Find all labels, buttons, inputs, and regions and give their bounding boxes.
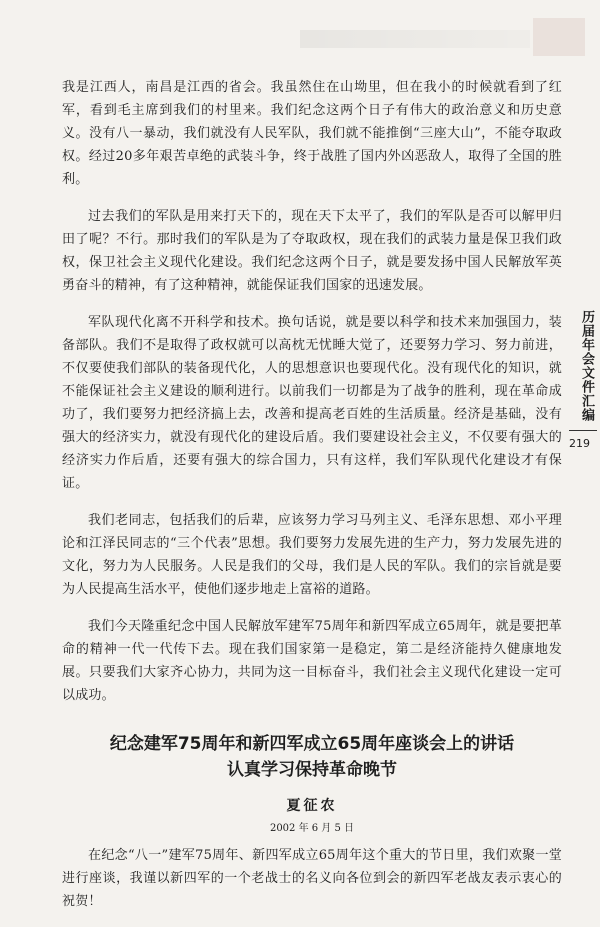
speech-title-line-2: 认真学习保持革命晚节 bbox=[227, 760, 397, 780]
header-logo-mark bbox=[533, 18, 585, 56]
speech-title bbox=[62, 731, 562, 783]
sidebar-margin bbox=[569, 310, 597, 450]
collection-title: 历届年会文件汇编 bbox=[579, 310, 594, 422]
speech-author: 夏征农 bbox=[286, 798, 338, 814]
bleed-through-shadow bbox=[300, 30, 530, 48]
body-paragraph-1: 我是江西人，南昌是江西的省会。我虽然住在山坳里，但在我小的时候就看到了红军，看到毛主席到我们的村里来。我们纪念这两个日子有伟大的政治意义和历史意义。没有八一暴动，我们就没有人民军队，我们就不能推倒“三座大山”，不能夺取政权。经过20多年艰苦卓绝的武装斗争，终于战胜了国内外凶恶敌人，取得了全国的胜利。 bbox=[62, 80, 562, 187]
body-paragraph-3: 军队现代化离不开科学和技术。换句话说，就是要以科学和技术来加强国力，装备部队。我们不是取得了政权就可以高枕无忧睡大觉了，还要努力学习、努力前进，不仅要使我们部队的装备现代化，人的思想意识也要现代化。没有现代化的知识，就不能保证社会主义建设的顺利进行。以前我们一切都是为了战争的胜利，现在革命成功了，我们要努力把经济搞上去，改善和提高老百姓的生活质量。经济是基础，没有强大的经济实力，就没有现代化的建设后盾。我们要建设社会主义，不仅要有强大的经济实力作后盾，还要有强大的综合国力，只有这样，我们军队现代化建设才有保证。 bbox=[62, 315, 562, 491]
speech-date: 2002 年 6 月 5 日 bbox=[269, 823, 355, 834]
sidebar-divider bbox=[569, 430, 597, 431]
body-paragraph-4: 我们老同志，包括我们的后辈，应该努力学习马列主义、毛泽东思想、邓小平理论和江泽民同志的“三个代表”思想。我们要努力发展先进的生产力，努力发展先进的文化，努力为人民服务。人民是我们的父母，我们是人民的军队。我们的宗旨就是要为人民提高生活水平，使他们逐步地走上富裕的道路。 bbox=[62, 513, 562, 597]
body-paragraph-5: 我们今天隆重纪念中国人民解放军建军75周年和新四军成立65周年，就是要把革命的精神一代一代传下去。现在我们国家第一是稳定，第二是经济能持久健康地发展。只要我们大家齐心协力，共同为这一目标奋斗，我们社会主义现代化建设一定可以成功。 bbox=[62, 619, 562, 703]
page-number: 219 bbox=[569, 437, 590, 450]
document-body bbox=[62, 76, 562, 927]
body-paragraph-2: 过去我们的军队是用来打天下的，现在天下太平了，我们的军队是否可以解甲归田了呢？不行。那时我们的军队是为了夺取政权，现在我们的武装力量是保卫我们政权，保卫社会主义现代化建设。我们纪念这两个日子，就是要发扬中国人民解放军英勇奋斗的精神，有了这种精神，就能保证我们国家的迅速发展。 bbox=[62, 209, 562, 293]
speech-opening-paragraph: 在纪念“八一”建军75周年、新四军成立65周年这个重大的节日里，我们欢聚一堂进行座谈，我谨以新四军的一个老战士的名义向各位到会的新四军老战友表示衷心的祝贺！ bbox=[62, 848, 562, 909]
speech-title-line-1: 纪念建军75周年和新四军成立65周年座谈会上的讲话 bbox=[109, 734, 515, 754]
